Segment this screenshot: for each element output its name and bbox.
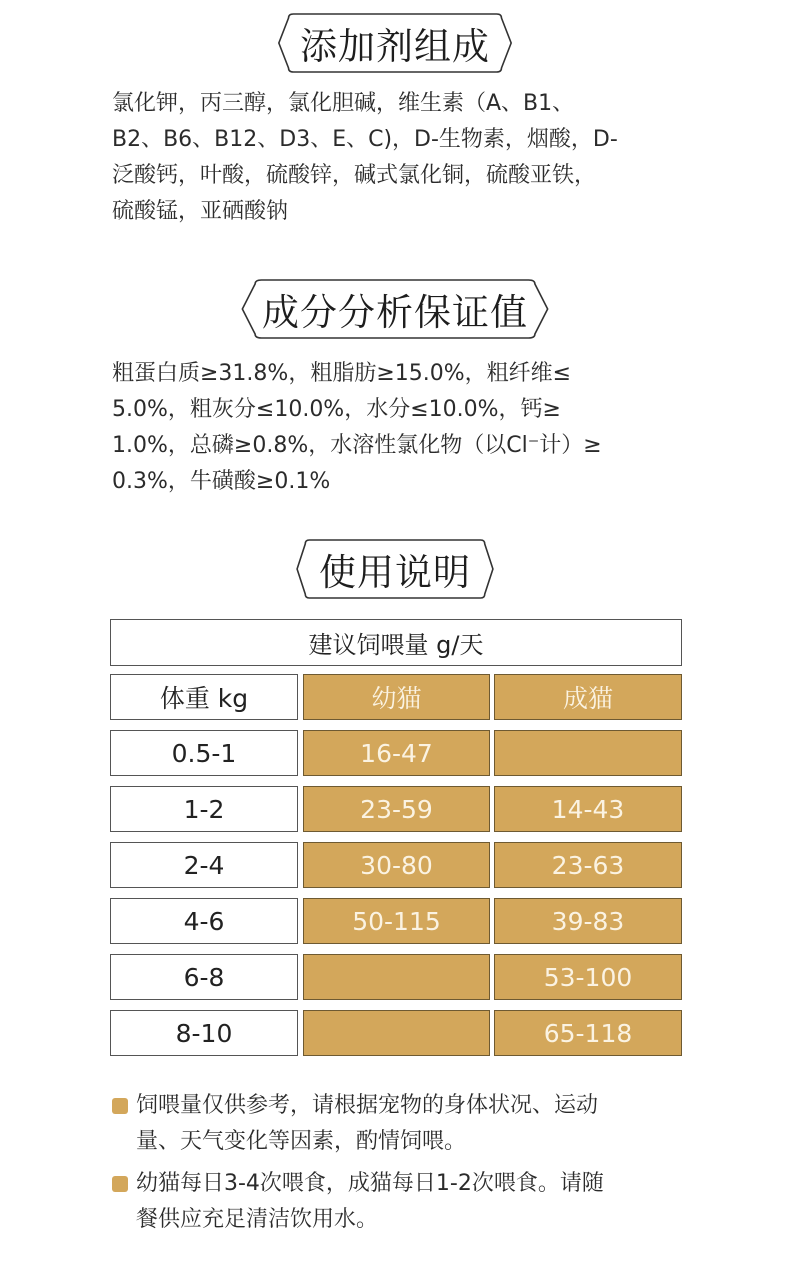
note-line: 餐供应充足清洁饮用水。 [136, 1207, 379, 1232]
row-weight: 1-2 [110, 786, 298, 832]
row-adult: 53-100 [494, 954, 682, 1000]
row-weight: 4-6 [110, 898, 298, 944]
analysis-section-title [0, 276, 790, 342]
additives-line: 泛酸钙，叶酸，硫酸锌，碱式氯化铜，硫酸亚铁， [112, 163, 597, 188]
row-weight: 2-4 [110, 842, 298, 888]
note-line: 量、天气变化等因素，酌情饲喂。 [136, 1129, 467, 1154]
row-adult: 14-43 [494, 786, 682, 832]
header-kitten: 幼猫 [303, 674, 490, 720]
analysis-line: 1.0%，总磷≥0.8%，水溶性氯化物（以Cl⁻计）≥ [112, 433, 602, 458]
row-kitten: 30-80 [303, 842, 490, 888]
row-weight: 6-8 [110, 954, 298, 1000]
row-adult: 65-118 [494, 1010, 682, 1056]
usage-section-title [0, 536, 790, 602]
note-item [112, 1166, 712, 1238]
square-bullet-icon [112, 1176, 128, 1192]
usage-title: 使用说明 [319, 551, 471, 594]
row-weight: 0.5-1 [110, 730, 298, 776]
row-kitten: 50-115 [303, 898, 490, 944]
additives-title: 添加剂组成 [300, 25, 490, 68]
row-kitten [303, 1010, 490, 1056]
additives-line: 氯化钾，丙三醇，氯化胆碱，维生素（A、B1、 [112, 91, 575, 116]
row-weight: 8-10 [110, 1010, 298, 1056]
analysis-paragraph [112, 356, 692, 500]
row-adult: 39-83 [494, 898, 682, 944]
note-line: 幼猫每日3-4次喂食，成猫每日1-2次喂食。请随 [136, 1171, 604, 1196]
title-frame [274, 12, 516, 74]
note-line: 饲喂量仅供参考，请根据宠物的身体状况、运动 [136, 1093, 599, 1118]
additives-line: B2、B6、B12、D3、E、C)，D-生物素，烟酸，D- [112, 127, 618, 152]
square-bullet-icon [112, 1098, 128, 1114]
table-caption: 建议饲喂量 g/天 [110, 619, 682, 666]
additives-paragraph [112, 86, 692, 230]
title-frame [293, 538, 497, 600]
row-adult: 23-63 [494, 842, 682, 888]
header-adult: 成猫 [494, 674, 682, 720]
header-weight: 体重 kg [110, 674, 298, 720]
analysis-line: 0.3%，牛磺酸≥0.1% [112, 469, 331, 494]
additives-section-title [0, 10, 790, 76]
analysis-line: 粗蛋白质≥31.8%，粗脂肪≥15.0%，粗纤维≤ [112, 361, 572, 386]
row-kitten [303, 954, 490, 1000]
row-kitten: 23-59 [303, 786, 490, 832]
analysis-title: 成分分析保证值 [262, 291, 528, 334]
additives-line: 硫酸锰，亚硒酸钠 [112, 199, 289, 224]
analysis-line: 5.0%，粗灰分≤10.0%，水分≤10.0%，钙≥ [112, 397, 561, 422]
note-item [112, 1088, 712, 1160]
title-frame [236, 278, 554, 340]
row-adult [494, 730, 682, 776]
row-kitten: 16-47 [303, 730, 490, 776]
